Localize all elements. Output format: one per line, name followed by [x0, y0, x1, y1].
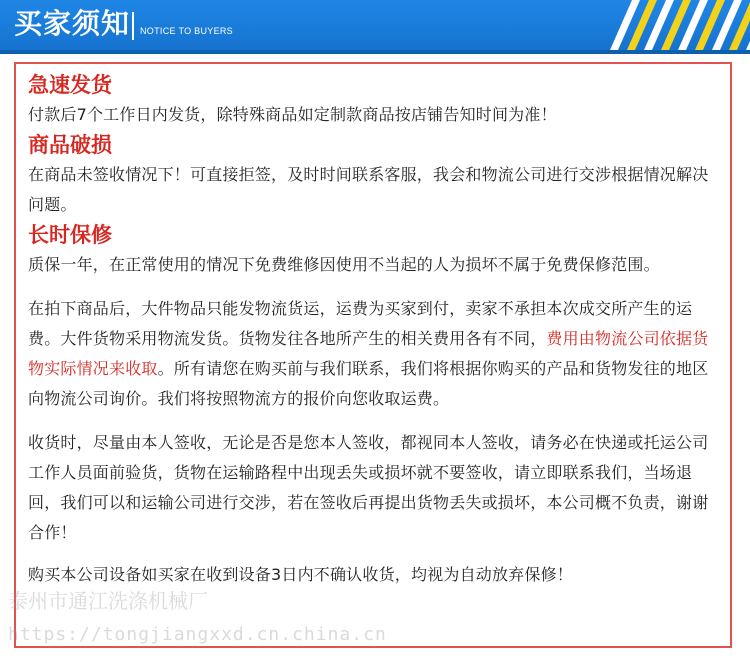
- shipping-text-before: 在拍下商品后，大件物品只能发物流货运，运费为买家到付，卖家不承担本次成交所产生的运费。大件货物采用物流发货。货物发往各地所产生的相关费用各有不同，: [28, 299, 693, 348]
- shipping-text-after: 。所有请您在购买前与我们联系，我们将根据你购买的产品和货物发往的地区向物流公司询价。我们将按照物流方的报价向您收取运费。: [28, 359, 709, 408]
- section-warranty: [28, 220, 724, 280]
- title-divider: [132, 12, 134, 40]
- notice-panel: [14, 62, 732, 648]
- section-body: 质保一年，在正常使用的情况下免费维修因使用不当起的人为损坏不属于免费保修范围。: [28, 255, 660, 274]
- shipping-paragraph: [28, 294, 724, 414]
- section-title: 急速发货: [28, 73, 112, 97]
- section-body: 在商品未签收情况下！可直接拒签，及时时间联系客服，我会和物流公司进行交涉根据情况解决问题。: [28, 165, 709, 214]
- receipt-paragraph: 收货时，尽量由本人签收，无论是否是您本人签收，都视同本人签收，请务必在快递或托运公司工作人员面前验货，货物在运输路程中出现丢失或损坏就不要签收，请立即联系我们，当场退回，我们可以和运输公司进行交涉，若在签收后再提出货物丢失或损坏，本公司概不负责，谢谢合作！: [28, 433, 709, 542]
- section-title: 商品破损: [28, 133, 112, 157]
- section-fast-shipping: [28, 70, 724, 130]
- shipping-text-highlight: 费用由物流公司依据货物实际情况来收取: [28, 329, 709, 378]
- page-subtitle: NOTICE TO BUYERS: [140, 26, 233, 36]
- notice-content: [28, 70, 724, 590]
- section-body: 付款后7个工作日内发货，除特殊商品如定制款商品按店铺告知时间为准！: [28, 105, 557, 124]
- watermark-url: https://tongjiangxxd.cn.china.cn: [8, 624, 387, 645]
- header-banner: [0, 0, 750, 54]
- warranty-paragraph: 购买本公司设备如买家在收到设备3日内不确认收货，均视为自动放弃保修！: [28, 565, 573, 584]
- watermark-company: 泰州市通江洗涤机械厂: [8, 589, 208, 613]
- page-title: 买家须知: [14, 7, 131, 40]
- section-damage: [28, 130, 724, 220]
- section-title: 长时保修: [28, 223, 112, 247]
- decorative-stripes-icon: [600, 0, 750, 50]
